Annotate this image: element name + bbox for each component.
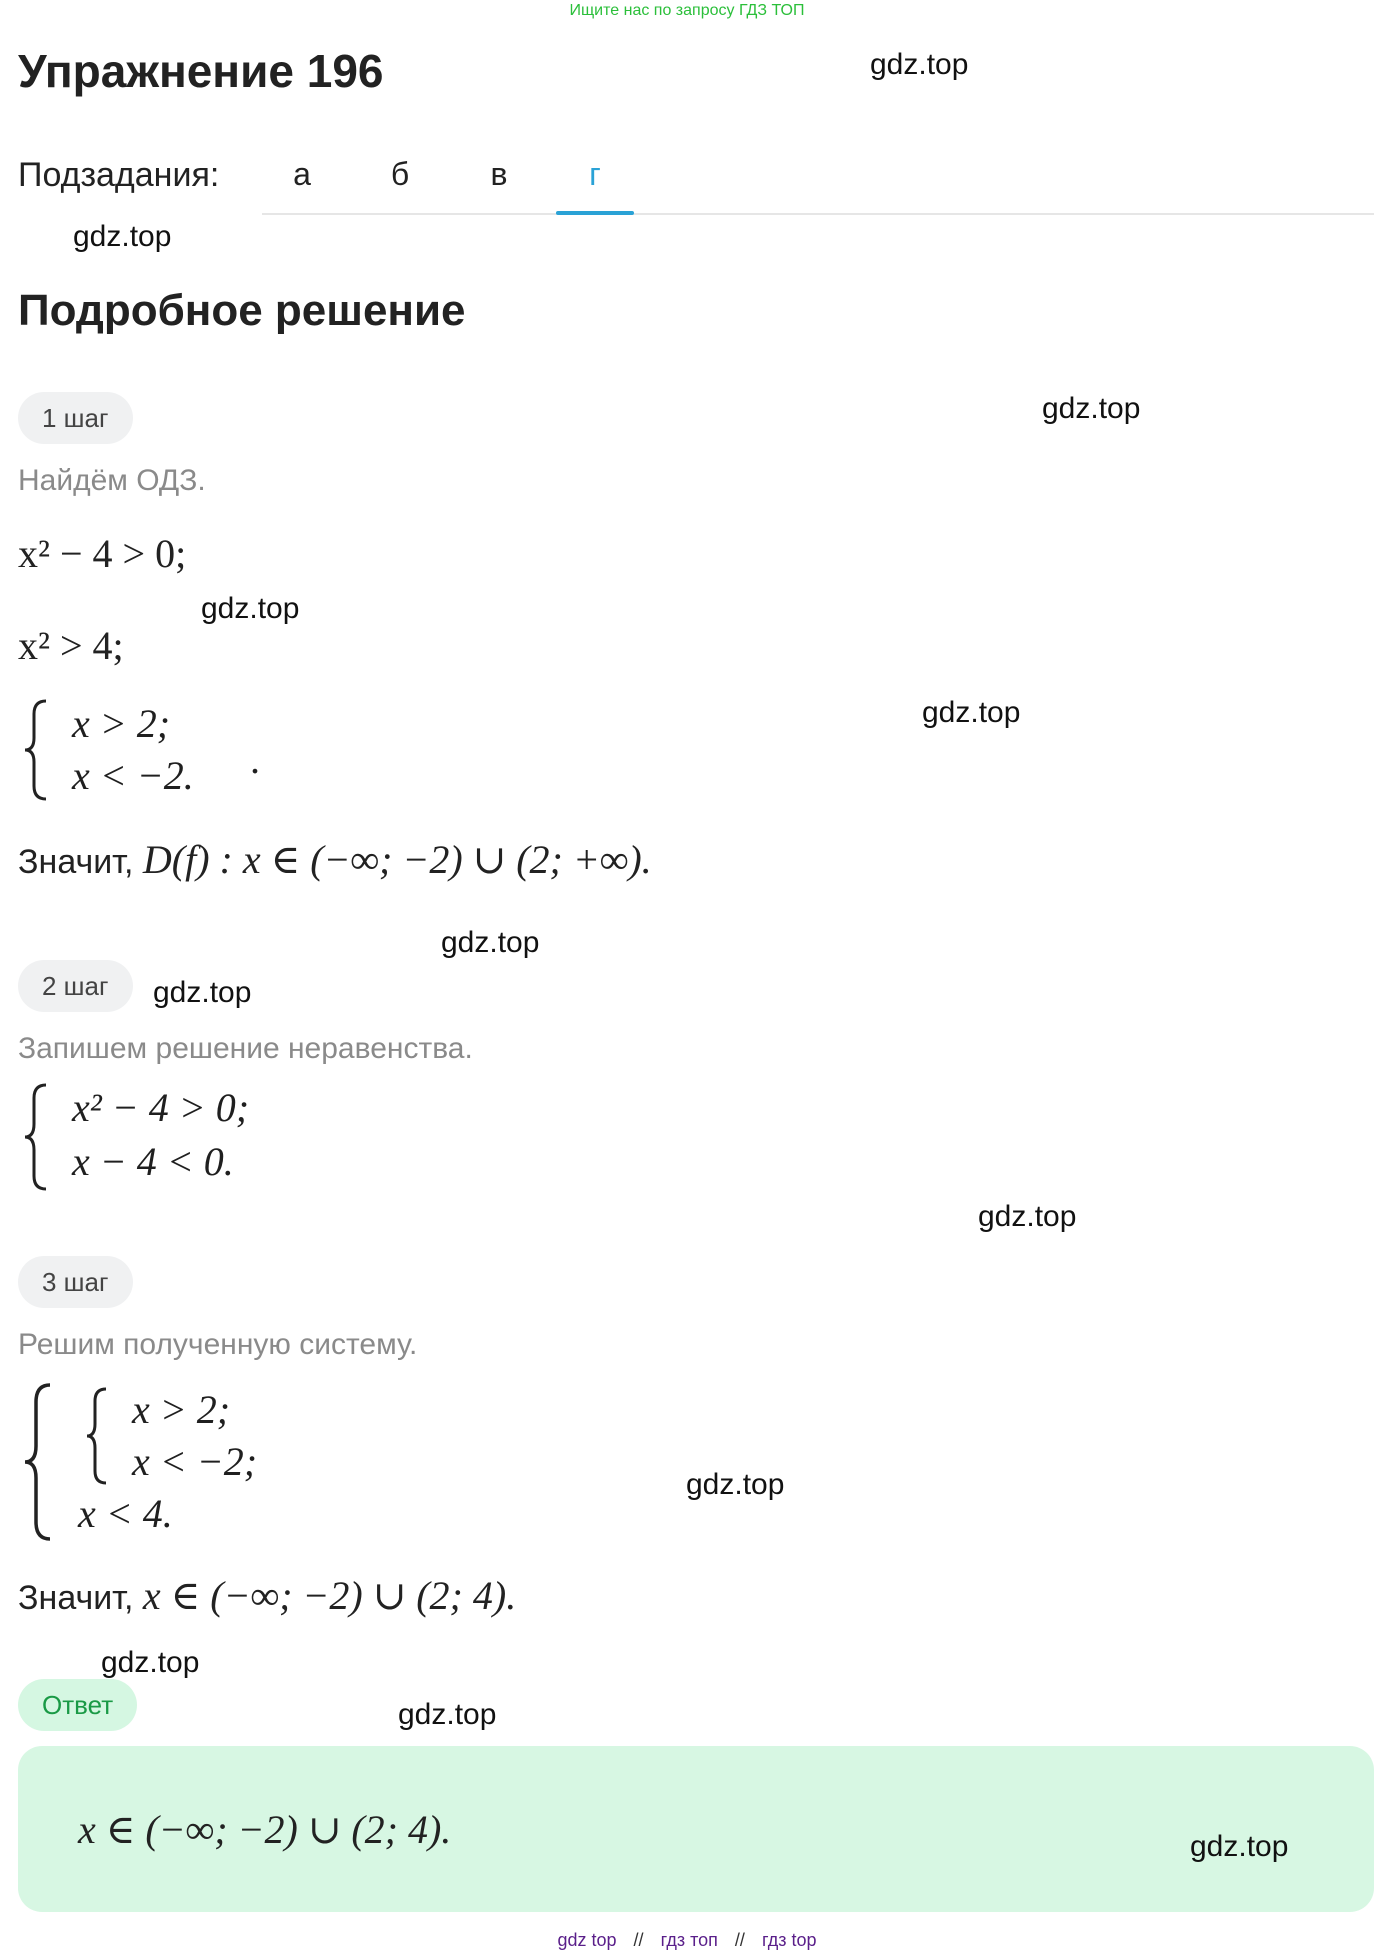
conclusion-prefix: Значит,	[18, 1579, 134, 1617]
tab-a[interactable]: а	[293, 156, 311, 192]
step-1-system-line-1: x > 2;	[72, 701, 171, 746]
watermark: gdz.top	[870, 48, 969, 81]
step-3-hint: Решим полученную систему.	[18, 1328, 418, 1361]
footer-link-1[interactable]: gdz top	[557, 1930, 617, 1950]
conclusion-prefix: Значит,	[18, 843, 134, 881]
watermark: gdz.top	[1190, 1830, 1289, 1863]
left-brace-icon	[84, 1386, 112, 1486]
watermark: gdz.top	[101, 1646, 200, 1679]
solution-formula: x ∈ (−∞; −2) ∪ (2; 4).	[142, 1573, 517, 1618]
step-3-inner-line-1: x > 2;	[132, 1387, 231, 1432]
left-brace-icon	[22, 698, 52, 802]
tab-g[interactable]: г	[589, 156, 601, 192]
step-1-system-suffix: .	[250, 737, 260, 782]
page-title: Упражнение 196	[18, 45, 384, 97]
left-brace-icon	[22, 1082, 52, 1192]
step-3-outer-line: x < 4.	[78, 1491, 173, 1536]
watermark: gdz.top	[398, 1698, 497, 1731]
step-1-system-line-2: x < −2.	[72, 753, 194, 798]
watermark: gdz.top	[441, 926, 540, 959]
footer-links	[0, 1930, 1374, 1951]
answer-formula: x ∈ (−∞; −2) ∪ (2; 4).	[78, 1807, 452, 1852]
left-brace-icon	[22, 1382, 56, 1542]
step-2-badge: 2 шаг	[18, 960, 133, 1012]
subtasks-label: Подзадания:	[18, 156, 220, 194]
tab-b[interactable]: б	[390, 156, 410, 192]
footer-link-3[interactable]: гдз top	[761, 1930, 817, 1950]
footer-separator: //	[734, 1930, 745, 1950]
step-1-hint: Найдём ОДЗ.	[18, 464, 206, 497]
active-tab-indicator	[556, 211, 634, 215]
step-3-badge: 3 шаг	[18, 1256, 133, 1308]
watermark: gdz.top	[978, 1200, 1077, 1233]
tabs-divider	[262, 213, 1374, 215]
footer-separator: //	[633, 1930, 644, 1950]
domain-formula: D(f) : x ∈ (−∞; −2) ∪ (2; +∞).	[142, 837, 652, 882]
footer-link-2[interactable]: гдз топ	[660, 1930, 718, 1950]
step-3-inner-line-2: x < −2;	[132, 1439, 258, 1484]
step-2-system-line-1: x² − 4 > 0;	[72, 1085, 250, 1130]
watermark: gdz.top	[922, 696, 1021, 729]
watermark: gdz.top	[73, 220, 172, 253]
top-search-note: Ищите нас по запросу ГДЗ ТОП	[569, 2, 805, 19]
step-1-conclusion	[18, 836, 652, 883]
watermark: gdz.top	[201, 592, 300, 625]
step-1-line-1: x² − 4 > 0;	[18, 531, 187, 576]
step-2-system-line-2: x − 4 < 0.	[72, 1139, 234, 1184]
step-1-badge: 1 шаг	[18, 392, 133, 444]
tab-v[interactable]: в	[490, 156, 508, 192]
watermark: gdz.top	[153, 976, 252, 1009]
step-3-conclusion	[18, 1572, 516, 1619]
watermark: gdz.top	[686, 1468, 785, 1501]
answer-badge: Ответ	[18, 1679, 137, 1731]
watermark: gdz.top	[1042, 392, 1141, 425]
section-title: Подробное решение	[18, 286, 466, 335]
step-1-line-2: x² > 4;	[18, 623, 124, 668]
step-2-hint: Запишем решение неравенства.	[18, 1032, 473, 1065]
